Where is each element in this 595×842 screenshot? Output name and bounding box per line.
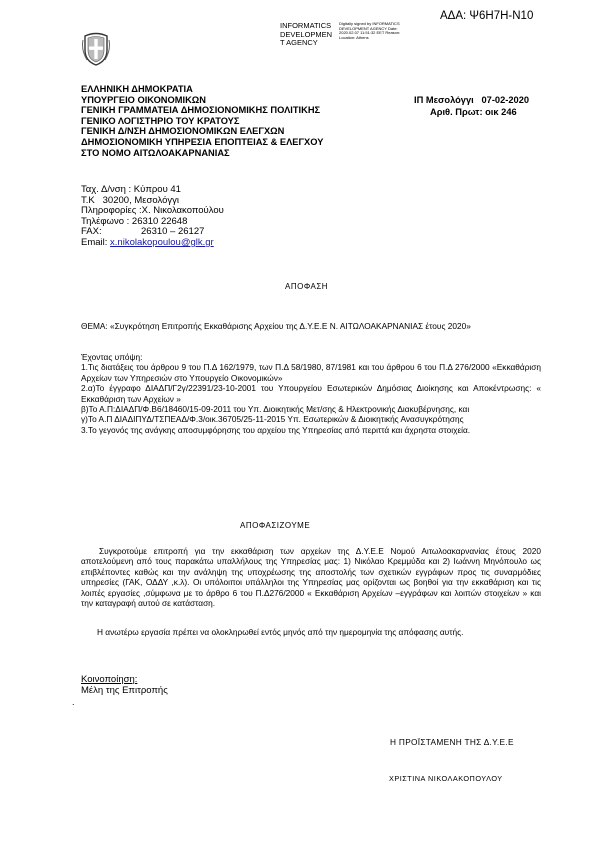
completion-line: Η ανωτέρω εργασία πρέπει να ολοκληρωθεί εντός μηνός από την ημερομηνία της απόφασης αυτής. [97,627,464,637]
contact-block [81,185,224,249]
contact-address: Ταχ. Δ/νση : Κύπρου 41 [81,184,181,195]
authority-header [81,84,323,158]
notification-recipients: Μέλη της Επιτροπής [81,685,168,696]
fax-label: FAX: [81,226,102,238]
considering-item-2c: γ)Το Α.Π ΔΙΑΔΙΠΥΔ/ΤΣΠΕΑΔ/Φ.3/οικ.36705/25-11-2015 Υπ. Εσωτερικών & Διοικητικής Ανασυγκρότησης [81,414,464,425]
ada-code: ΑΔΑ: Ψ6Η7Η-Ν10 [440,10,534,22]
place-date: ΙΠ Μεσολόγγι 07-02-2020 [414,95,530,105]
considering-block [81,352,541,435]
decision-title: ΑΠΟΦΑΣΗ [285,282,329,291]
contact-info: Πληροφορίες :Χ. Νικολακοπούλου [81,205,224,217]
stamp-line-3: T AGENCY [280,38,318,48]
email-link[interactable]: x.nikolakopoulou@glk.gr [110,236,214,248]
signature-name: ΧΡΙΣΤΙΝΑ ΝΙΚΟΛΑΚΟΠΟΥΛΟΥ [389,774,503,783]
digital-signature-details: Digitally signed by INFORMATICS DEVELOPMENT AGENCY Date: 2020.02.07 11:51:32 EET Reason: Location: Athens [339,21,401,40]
protocol-number: Αριθ. Πρωτ: οικ 246 [430,107,517,117]
header-line-3: ΓΕΝΙΚΗ ΓΡΑΜΜΑΤΕΙΑ ΔΗΜΟΣΙΟΝΟΜΙΚΗΣ ΠΟΛΙΤΙΚΗΣ [81,105,321,116]
email-label: Email: [81,236,108,248]
considering-item-3: 3.Το γεγονός της ανάγκης αποσυμφόρησης του αρχείου της Υπηρεσίας από περιττά και άχρηστα στοιχεία. [81,424,471,435]
fax-value: 26310 – 26127 [141,226,205,238]
stamp-line-1: INFORMATICS [280,21,332,30]
contact-email [81,238,224,249]
decide-title: ΑΠΟΦΑΣΙΖΟΥΜΕ [240,521,311,530]
header-line-4: ΓΕΝΙΚΟ ΛΟΓΙΣΤΗΡΙΟ ΤΟΥ ΚΡΑΤΟΥΣ [81,115,240,126]
signature-role: Η ΠΡΟΪΣΤΑΜΕΝΗ ΤΗΣ Δ.Υ.Ε.Ε [390,737,514,747]
footnote-mark: . [72,697,75,707]
notification-heading: Κοινοποίηση: [81,674,138,685]
considering-item-2a: 2.α)Το έγγραφο ΔΙΑΔΠ/Γ2γ/22391/23-10-2001 του Υπουργείου Εσωτερικών Δημόσιας Διοίκησης και Αποκέντρωσης: « Εκκαθάριση των Αρχείων » [81,383,541,404]
considering-item-2b: β)Το Α.Π:ΔΙΑΔΠ/Φ.Β6/18460/15-09-2011 του Υπ. Διοικητικής Μετ/σης & Ηλεκτρονικής Διακυβέρνησης, και [81,404,470,415]
contact-phone: Τηλέφωνο : 26310 22648 [81,215,188,227]
decision-paragraph: Συγκροτούμε επιτροπή για την εκκαθάριση των αρχείων της Δ.Υ.Ε.Ε Νομού Αιτωλοακαρνανίας έτους 2020 αποτελούμενη από τους παρακάτω υπαλλήλους της Υπηρεσίας μας: 1) Νικόλαο Κρεμμύδα και 2) Ιωάννη Μηνόπουλο ως επιβλέποντες καθώς και την ανάληψη της υποχρέωσης της αποστολής των σχετικών εγγράφων προς τις συναρμόδιες υπηρεσίες (ΓΑΚ, ΟΔΔΥ ,κ.λ). Οι υπόλοιποι υπάλληλοι της Υπηρεσίας μας ορίζονται ως βοηθοί για την εκκαθάριση και τις λοιπές εργασίες ,σύμφωνα με το άρθρο 6 του Π.Δ276/2000 « Εκκαθάριση Αρχείων –εγγράφων και λοιπών στοιχείων » και την καταγραφή αυτού σε κατάσταση. [81,546,541,609]
header-line-2: ΥΠΟΥΡΓΕΙΟ ΟΙΚΟΝΟΜΙΚΩΝ [81,94,206,105]
greek-emblem-icon [81,30,111,66]
considering-item-1: 1.Τις διατάξεις του άρθρου 9 του Π.Δ 162/1979, των Π.Δ 58/1980, 87/1981 και του άρθρου 6 του Π.Δ 276/2000 «Εκκαθάριση Αρχείων των Υπηρεσιών στο Υπουργείο Οικονομικών» [81,362,541,383]
considering-heading: Έχοντας υπόψη: [81,352,143,362]
subject-line: ΘΕΜΑ: «Συγκρότηση Επιτροπής Εκκαθάρισης Αρχείου της Δ.Υ.Ε.Ε Ν. ΑΙΤΩΛΟΑΚΑΡΝΑΝΙΑΣ έτους 2020» [81,321,471,331]
contact-postal: Τ.Κ 30200, Μεσολόγγι [81,194,179,206]
header-line-7: ΣΤΟ ΝΟΜΟ ΑΙΤΩΛΟΑΚΑΡΝΑΝΙΑΣ [81,147,230,158]
stamp-line-2: DEVELOPMEN [280,29,333,39]
digital-signature-stamp [280,22,332,48]
header-line-5: ΓΕΝΙΚΗ Δ/ΝΣΗ ΔΗΜΟΣΙΟΝΟΜΙΚΩΝ ΕΛΕΓΧΩΝ [81,126,285,137]
header-line-6: ΔΗΜΟΣΙΟΝΟΜΙΚΗ ΥΠΗΡΕΣΙΑ ΕΠΟΠΤΕΙΑΣ & ΕΛΕΓΧΟΥ [81,136,324,147]
header-line-1: ΕΛΛΗΝΙΚΗ ΔΗΜΟΚΡΑΤΙΑ [81,84,193,94]
